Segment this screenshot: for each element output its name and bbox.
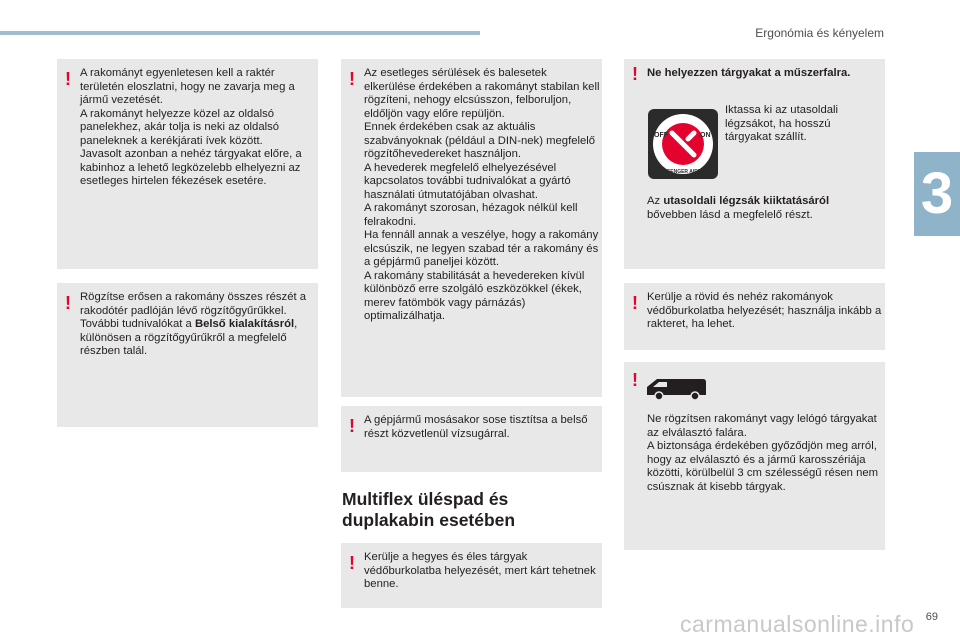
bold-link-text: Belső kialakításról bbox=[194, 318, 295, 330]
text-run: Rögzítse erősen a rakomány összes részét a rakodótér padlóján lévő rögzítőgyűrűkkel. További tudnivalókat a bbox=[80, 291, 307, 330]
airbag-reference-text bbox=[647, 195, 881, 222]
warning-title: Ne helyezzen tárgyakat a műszerfalra. bbox=[647, 67, 851, 79]
text-run: Az bbox=[647, 195, 664, 207]
chapter-number: 3 bbox=[920, 161, 954, 226]
warning-text: A gépjármű mosásakor sose tisztítsa a belső részt közvetlenül vízsugárral. bbox=[364, 414, 588, 440]
airbag-caption: PASSENGER AIRBAG bbox=[657, 169, 709, 175]
warning-icon: ! bbox=[632, 370, 638, 390]
warning-box-sharp-objects bbox=[341, 543, 602, 608]
van-wheel-rear bbox=[691, 392, 699, 400]
section-heading: Multiflex üléspad és duplakabin esetében bbox=[342, 489, 516, 530]
header-accent-bar bbox=[0, 31, 480, 35]
warning-icon: ! bbox=[632, 293, 638, 313]
airbag-on-label: ON bbox=[700, 132, 711, 139]
van-icon bbox=[645, 375, 707, 401]
bold-link-text: utasoldali légzsák kiiktatásáról bbox=[663, 195, 830, 207]
warning-box-anchor-rings bbox=[57, 283, 318, 427]
text-run: bővebben lásd a megfelelő részt. bbox=[647, 208, 813, 221]
airbag-off-label: OFF bbox=[654, 132, 668, 139]
warning-box-short-heavy-loads bbox=[624, 283, 885, 350]
warning-text: Az esetleges sérülések és balesetek elkerülése érdekében a rakományt stabilan kell rögzíteni, nehogy elcsússzon, felboruljon, eldőljön vagy előre repüljön. Ennek érdekében csak az aktuális szabványoknak (például a DIN-nek) megfelelő rögzítőhevedereket használjon. A hevederek megfelelő elhelyezésével kapcsolatos további tudnivalókat a gyártó használati útmutatójában olvashat. A rakományt szorosan, hézagok nélkül kell felrakodni. Ha fennáll annak a veszélye, hogy a rakomány elcsúszik, ne legyen szabad tér a rakomány és a gépjármű paneljei között. A rakomány stabilitását a hevedereken kívül különböző erre szolgáló eszközökkel (ékek, merev fatömbök vagy párnázás) optimalizálhatja. bbox=[364, 67, 600, 322]
airbag-side-text: Iktassa ki az utasoldali légzsákot, ha hosszú tárgyakat szállít. bbox=[725, 104, 839, 143]
van-wheel-front bbox=[655, 392, 663, 400]
warning-box-washing bbox=[341, 406, 602, 472]
warning-icon: ! bbox=[65, 69, 71, 89]
passenger-airbag-off-icon bbox=[648, 109, 718, 179]
warning-box-load-distribution bbox=[57, 59, 318, 269]
chapter-tab bbox=[914, 152, 960, 236]
page-number: 69 bbox=[925, 611, 938, 623]
warning-box-load-securing bbox=[341, 59, 602, 397]
page-header-title: Ergonómia és kényelem bbox=[755, 26, 884, 40]
warning-text: A rakományt egyenletesen kell a raktér területén eloszlatni, hogy ne zavarja meg a jármű vezetését. A rakományt helyezze közel az oldalsó panelekhez, akár tolja is neki az oldalsó paneleknek a kerékjárati ívek között. Javasolt azonban a nehéz tárgyakat előre, a kabinhoz a lehető legközelebb elhelyezni az esetleges hirtelen fékezések esetére. bbox=[80, 67, 302, 187]
warning-text: Ne rögzítsen rakományt vagy lelógó tárgyakat az elválasztó falára. A biztonsága érdekében győződjön meg arról, hogy az elválasztó és a jármű karosszériája közötti, körülbelül 3 cm szélességű résen nem csúsznak át kisebb tárgyak. bbox=[647, 413, 879, 493]
text-run: , különösen a rögzítőgyűrűkről a megfelelő részben talál. bbox=[80, 318, 298, 357]
warning-icon: ! bbox=[349, 416, 355, 436]
warning-icon: ! bbox=[349, 553, 355, 573]
warning-icon: ! bbox=[65, 293, 71, 313]
warning-text: Kerülje a hegyes és éles tárgyak védőburkolatba helyezését, mert kárt tehetnek benne. bbox=[364, 551, 596, 590]
watermark: carmanualsonline.info bbox=[680, 611, 915, 637]
warning-icon: ! bbox=[632, 64, 638, 84]
warning-text: Kerülje a rövid és nehéz rakományok védőburkolatba helyezését; használja inkább a rakteret, ha lehet. bbox=[647, 291, 882, 330]
warning-icon: ! bbox=[349, 69, 355, 89]
warning-text bbox=[80, 291, 314, 359]
